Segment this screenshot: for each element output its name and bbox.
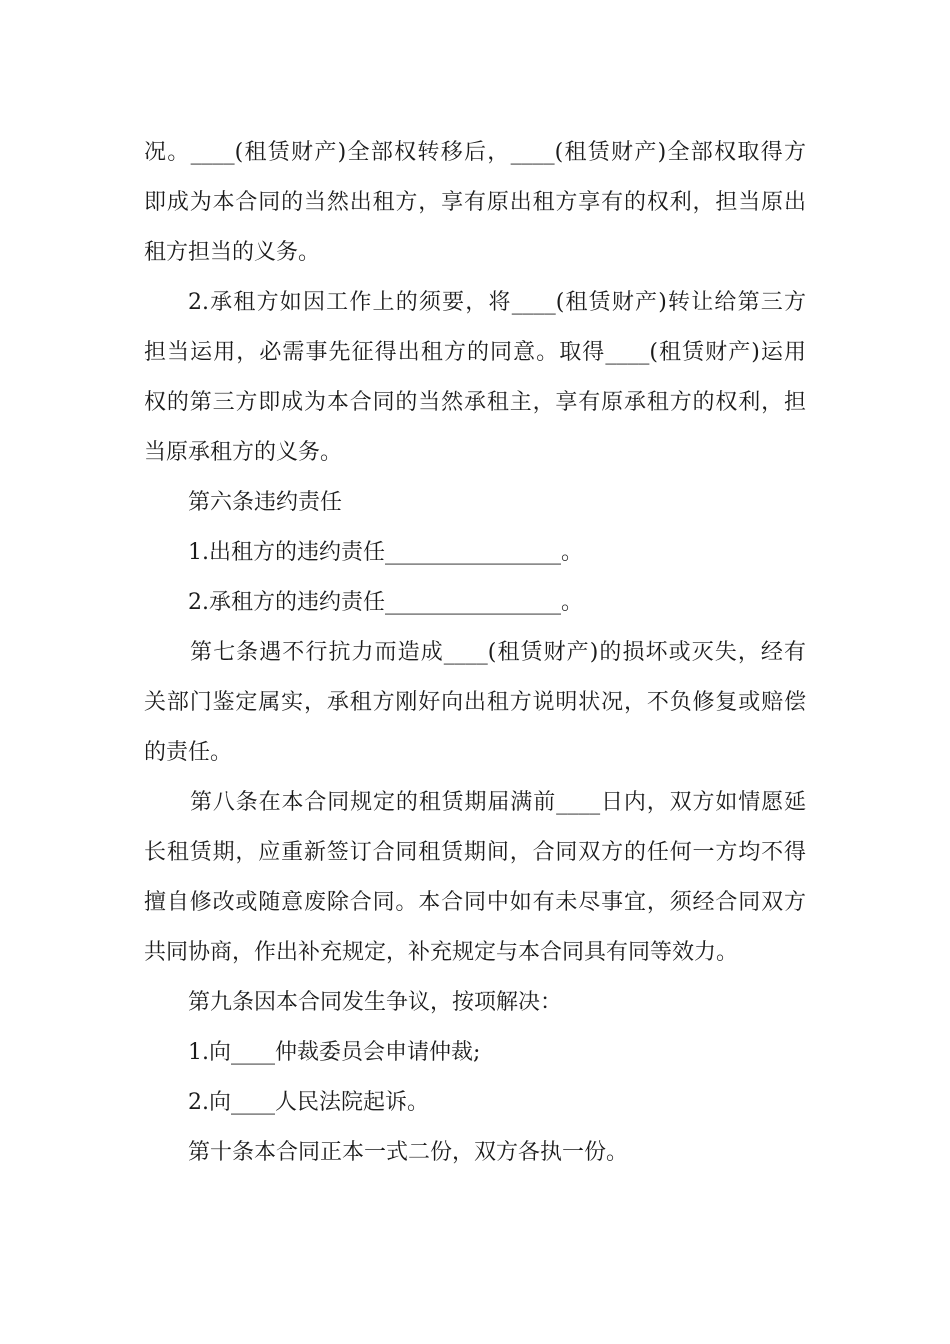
text-line-3: 租方担当的义务。 <box>144 240 321 265</box>
text-line-6: 权的第三方即成为本合同的当然承租主，享有原承租方的权利，担 <box>144 390 806 415</box>
text-line-14: 第八条在本合同规定的租赁期届满前____日内，双方如情愿延 <box>190 790 806 815</box>
text-line-7: 当原承租方的义务。 <box>144 440 343 465</box>
text-line-5: 担当运用，必需事先征得出租方的同意。取得____(租赁财产)运用 <box>144 340 806 365</box>
text-line-11: 第七条遇不行抗力而造成____(租赁财产)的损坏或灭失，经有 <box>190 640 806 665</box>
section-heading-article-6: 第六条违约责任 <box>188 490 343 515</box>
text-line-1: 况。____(租赁财产)全部权转移后，____(租赁财产)全部权取得方 <box>144 140 806 165</box>
text-line-17: 共同协商，作出补充规定，补充规定与本合同具有同等效力。 <box>144 940 739 965</box>
text-line-4: 2.承租方如因工作上的须要，将____(租赁财产)转让给第三方 <box>188 290 806 315</box>
text-line-12: 关部门鉴定属实，承租方刚好向出租方说明状况，不负修复或赔偿 <box>144 690 806 715</box>
text-line-10: 2.承租方的违约责任________________。 <box>188 590 583 615</box>
text-line-16: 擅自修改或随意废除合同。本合同中如有未尽事宜，须经合同双方 <box>144 890 806 915</box>
text-line-9: 1.出租方的违约责任________________。 <box>188 540 583 565</box>
text-line-19: 1.向____仲裁委员会申请仲裁; <box>188 1040 481 1065</box>
text-line-13: 的责任。 <box>144 740 233 765</box>
text-line-20: 2.向____人民法院起诉。 <box>188 1090 429 1115</box>
text-line-15: 长租赁期，应重新签订合同租赁期间，合同双方的任何一方均不得 <box>144 840 806 865</box>
contract-body <box>144 128 806 1178</box>
text-line-2: 即成为本合同的当然出租方，享有原出租方享有的权利，担当原出 <box>144 190 806 215</box>
section-heading-article-10: 第十条本合同正本一式二份，双方各执一份。 <box>188 1140 629 1165</box>
section-heading-article-9: 第九条因本合同发生争议，按项解决： <box>188 990 563 1015</box>
